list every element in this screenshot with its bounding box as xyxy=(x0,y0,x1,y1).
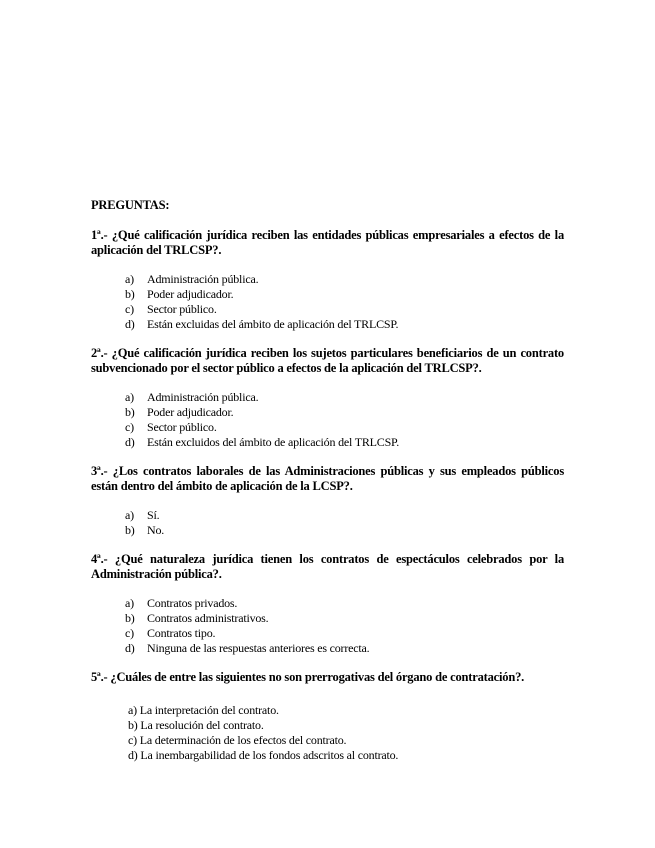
option-letter: a) xyxy=(125,508,134,522)
option-text: Contratos privados. xyxy=(147,596,238,610)
option-text: Contratos tipo. xyxy=(147,626,216,640)
option-letter: c) xyxy=(125,302,134,316)
question-1: 1ª.- ¿Qué calificación jurídica reciben las entidades públicas empresariales a efectos de la aplicación del TRLCSP?. xyxy=(91,228,564,257)
option xyxy=(91,317,564,332)
option xyxy=(91,390,564,405)
option-letter: d) xyxy=(125,317,135,331)
option-text: Sector público. xyxy=(147,420,217,434)
option-text: Administración pública. xyxy=(147,272,259,286)
option: b) La resolución del contrato. xyxy=(128,718,264,732)
document-content xyxy=(91,197,564,777)
option xyxy=(91,508,564,523)
question-4-options xyxy=(91,596,564,656)
option xyxy=(91,405,564,420)
option xyxy=(91,523,564,538)
question-5: 5ª.- ¿Cuáles de entre las siguientes no son prerrogativas del órgano de contratación?. xyxy=(91,670,525,684)
option-text: Están excluidas del ámbito de aplicación del TRLCSP. xyxy=(147,317,399,331)
option xyxy=(91,420,564,435)
option-letter: b) xyxy=(125,611,135,625)
option xyxy=(91,302,564,317)
option xyxy=(91,611,564,626)
option: a) La interpretación del contrato. xyxy=(128,703,279,717)
option-text: No. xyxy=(147,523,165,537)
question-2: 2ª.- ¿Qué calificación jurídica reciben los sujetos particulares beneficiarios de un contrato subvencionado por el sector público a efectos de la aplicación del TRLCSP?. xyxy=(91,346,564,375)
option-letter: b) xyxy=(125,523,135,537)
option-text: Sí. xyxy=(147,508,160,522)
option-text: Poder adjudicador. xyxy=(147,287,234,301)
option-text: Están excluidos del ámbito de aplicación del TRLCSP. xyxy=(147,435,400,449)
option xyxy=(91,641,564,656)
option-letter: d) xyxy=(125,641,135,655)
option-text: Poder adjudicador. xyxy=(147,405,234,419)
question-3-options xyxy=(91,508,564,538)
option-letter: c) xyxy=(125,626,134,640)
option-text: Administración pública. xyxy=(147,390,259,404)
option-text: Contratos administrativos. xyxy=(147,611,269,625)
question-4: 4ª.- ¿Qué naturaleza jurídica tienen los contratos de espectáculos celebrados por la Administración pública?. xyxy=(91,552,564,581)
section-heading: PREGUNTAS: xyxy=(91,198,170,212)
question-3: 3ª.- ¿Los contratos laborales de las Administraciones públicas y sus empleados públicos están dentro del ámbito de aplicación de la LCSP?. xyxy=(91,464,564,493)
option-letter: a) xyxy=(125,596,134,610)
option xyxy=(91,626,564,641)
question-2-options xyxy=(91,390,564,450)
option xyxy=(91,272,564,287)
option xyxy=(91,287,564,302)
option-letter: b) xyxy=(125,405,135,419)
option-letter: c) xyxy=(125,420,134,434)
option xyxy=(91,596,564,611)
option-letter: a) xyxy=(125,272,134,286)
option-text: Ninguna de las respuestas anteriores es correcta. xyxy=(147,641,370,655)
option-letter: b) xyxy=(125,287,135,301)
option-text: Sector público. xyxy=(147,302,217,316)
option xyxy=(91,435,564,450)
question-5-options xyxy=(91,703,564,763)
option: c) La determinación de los efectos del contrato. xyxy=(128,733,347,747)
option-letter: a) xyxy=(125,390,134,404)
option-letter: d) xyxy=(125,435,135,449)
question-1-options xyxy=(91,272,564,332)
option: d) La inembargabilidad de los fondos adscritos al contrato. xyxy=(128,748,399,762)
